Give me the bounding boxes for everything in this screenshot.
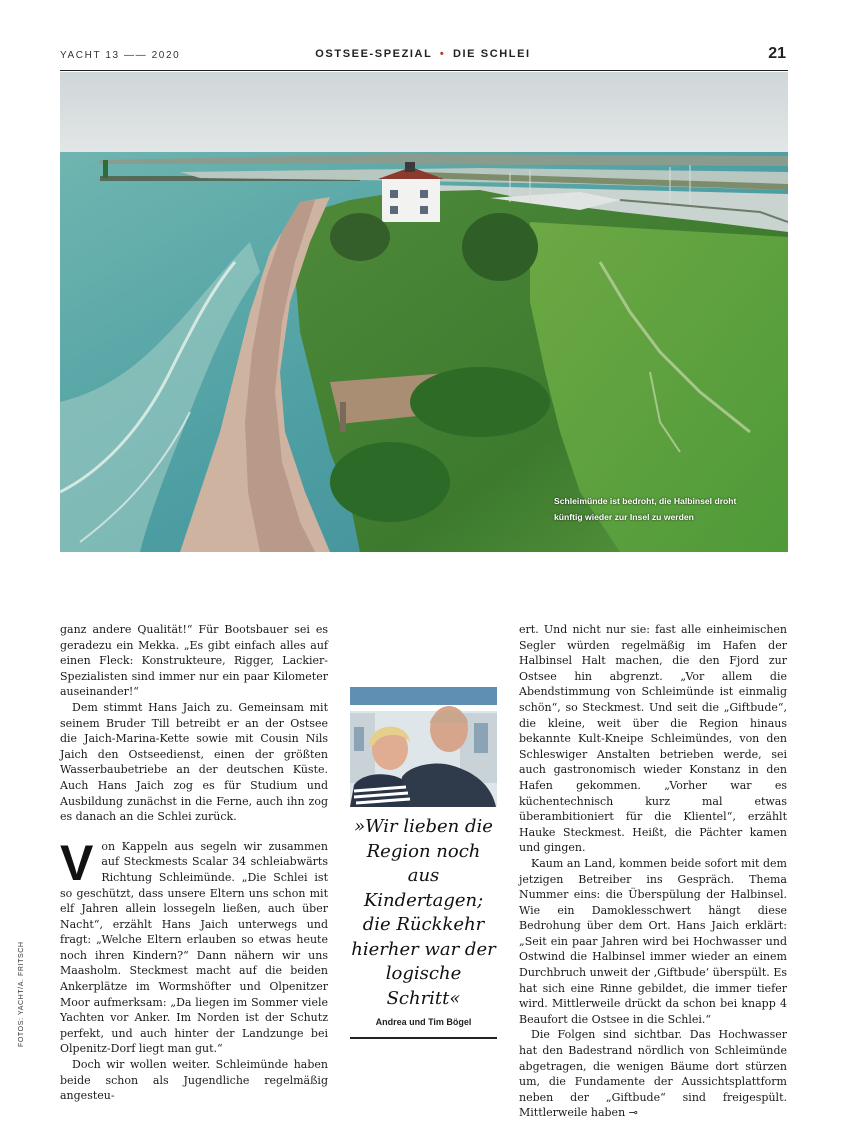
dropcap: V [60, 834, 94, 891]
article-column-right [519, 622, 787, 1121]
aerial-photo-illustration [60, 72, 788, 552]
left-paragraph-4: Doch wir wollen weiter. Schleimünde haben beide schon als Jugendliche regelmäßig angesteu- [60, 1058, 328, 1103]
portrait-photo-couple [350, 687, 497, 807]
section-title [0, 48, 846, 60]
pull-quote-box [350, 687, 497, 1039]
right-paragraph-1: ert. Und nicht nur sie: fast alle einheimischen Segler würden regelmäßig im Hafen der Halbinsel Halt machen, die den Fjord zur Ostsee hin abgrenzt. „Vor allem die Abendstimmung von Schleimünde ist einmalig schön“, so Steckmest. Und seit die „Giftbude“, die kleine, weit über die Region hinaus bekannte Kult-Kneipe Schleimündes, von den Schleswiger Anstalten betrieben werde, sei auch gastronomisch wieder Konstanz in den Hafen gekommen. „Vorher war es küchentechnisch kurz mal etwas überambitioniert für die Klientel“, erzählt Hauke Steckmest. Heißt, die Pächter kamen und gingen. [519, 623, 787, 855]
section-separator: • [439, 48, 446, 60]
left-paragraph-3-text: on Kappeln aus segeln wir zusammen auf Steckmests Scalar 34 schleiabwärts Richtung Schleimünde. „Die Schlei ist so geschützt, dass unsere Eltern uns schon mit elf Jahren allein lossegeln ließen, auch über Nacht“, erzählt Hans Jaich unterwegs und fragt: „Welche Eltern erlauben so etwas heute noch ihren Kindern?“ Dann nähern wir uns Maasholm. Steckmest macht auf die beiden Ankerplätze im Wormshöfter und Olpenitzer Moor aufmerksam: „Da liegen im Sommer viele Yachten vor Anker. Im Norden ist der Schutz perfekt, und auch hinter der Landzunge bei Olpenitz-Dorf liegt man gut.“ [60, 839, 328, 1056]
section-right-label: DIE SCHLEI [452, 48, 531, 60]
pull-quote-attribution: Andrea und Tim Bögel [375, 1017, 472, 1027]
article-column-left [60, 622, 328, 1104]
pull-quote: »Wir lieben die Region noch aus Kindertagen; die Rückkehr hierher war der logische Schritt« [351, 816, 496, 1009]
section-spacer [60, 825, 328, 839]
aerial-photo-schleimuende [60, 72, 788, 552]
pull-quote-rule [350, 1037, 497, 1039]
header-rule [60, 70, 788, 71]
left-paragraph-2: Dem stimmt Hans Jaich zu. Gemeinsam mit seinem Bruder Till betreibt er an der Ostsee die Jaich-Marina-Kette sowie mit Cousin Nils Jaich den Ostseedienst, einen der größten Wasserbaubetriebe an der deutschen Küste. Auch Hans Jaich zog es für Studium und Ausbildung zunächst in die Ferne, auch ihn zog es danach an die Schlei zurück. [60, 700, 328, 824]
left-paragraph-1: ganz andere Qualität!“ Für Bootsbauer sei es geradezu ein Mekka. „Es gibt einfach alles auf einen Fleck: Konstrukteure, Rigger, Lackier-Spezialisten sind immer nur ein paar Kilometer auseinander!“ [60, 623, 328, 699]
photo-credit: FOTOS: YACHT/A. FRITSCH [18, 941, 25, 1047]
left-paragraph-3 [60, 834, 328, 1057]
section-left-label: OSTSEE-SPEZIAL [315, 48, 433, 60]
page-number: 21 [768, 45, 786, 62]
photo-caption: Schleimünde ist bedroht, die Halbinsel droht künftig wieder zur Insel zu werden [554, 496, 737, 522]
right-paragraph-2: Kaum an Land, kommen beide sofort mit dem jetzigen Betreiber ins Gespräch. Thema Nummer eins: die Überspülung der Halbinsel. Wie ein Damoklesschwert hängt diese Bedrohung über dem Ort. Hans Jaich erklärt: „Seit ein paar Jahren wird bei Hochwasser und Ostwind die Halbinsel immer wieder an einem Durchbruch unweit der ‚Giftbude‘ überspült. Es hat sich eine Rinne gebildet, die immer tiefer wird. Mittlerweile drückt da schon bei knapp 4 Beaufort die Ostsee in die Schlei.“ [519, 856, 787, 1026]
magazine-issue-label: YACHT 13 —— 2020 [60, 50, 181, 61]
right-paragraph-3: Die Folgen sind sichtbar. Das Hochwasser hat den Badestrand nördlich von Schleimünde abgetragen, die wenigen Bäume dort stürzen um, die Fundamente der Aussichtsplattform neben der „Giftbude“ sind freigespült. Mittlerweile haben ⊸ [519, 1028, 787, 1120]
